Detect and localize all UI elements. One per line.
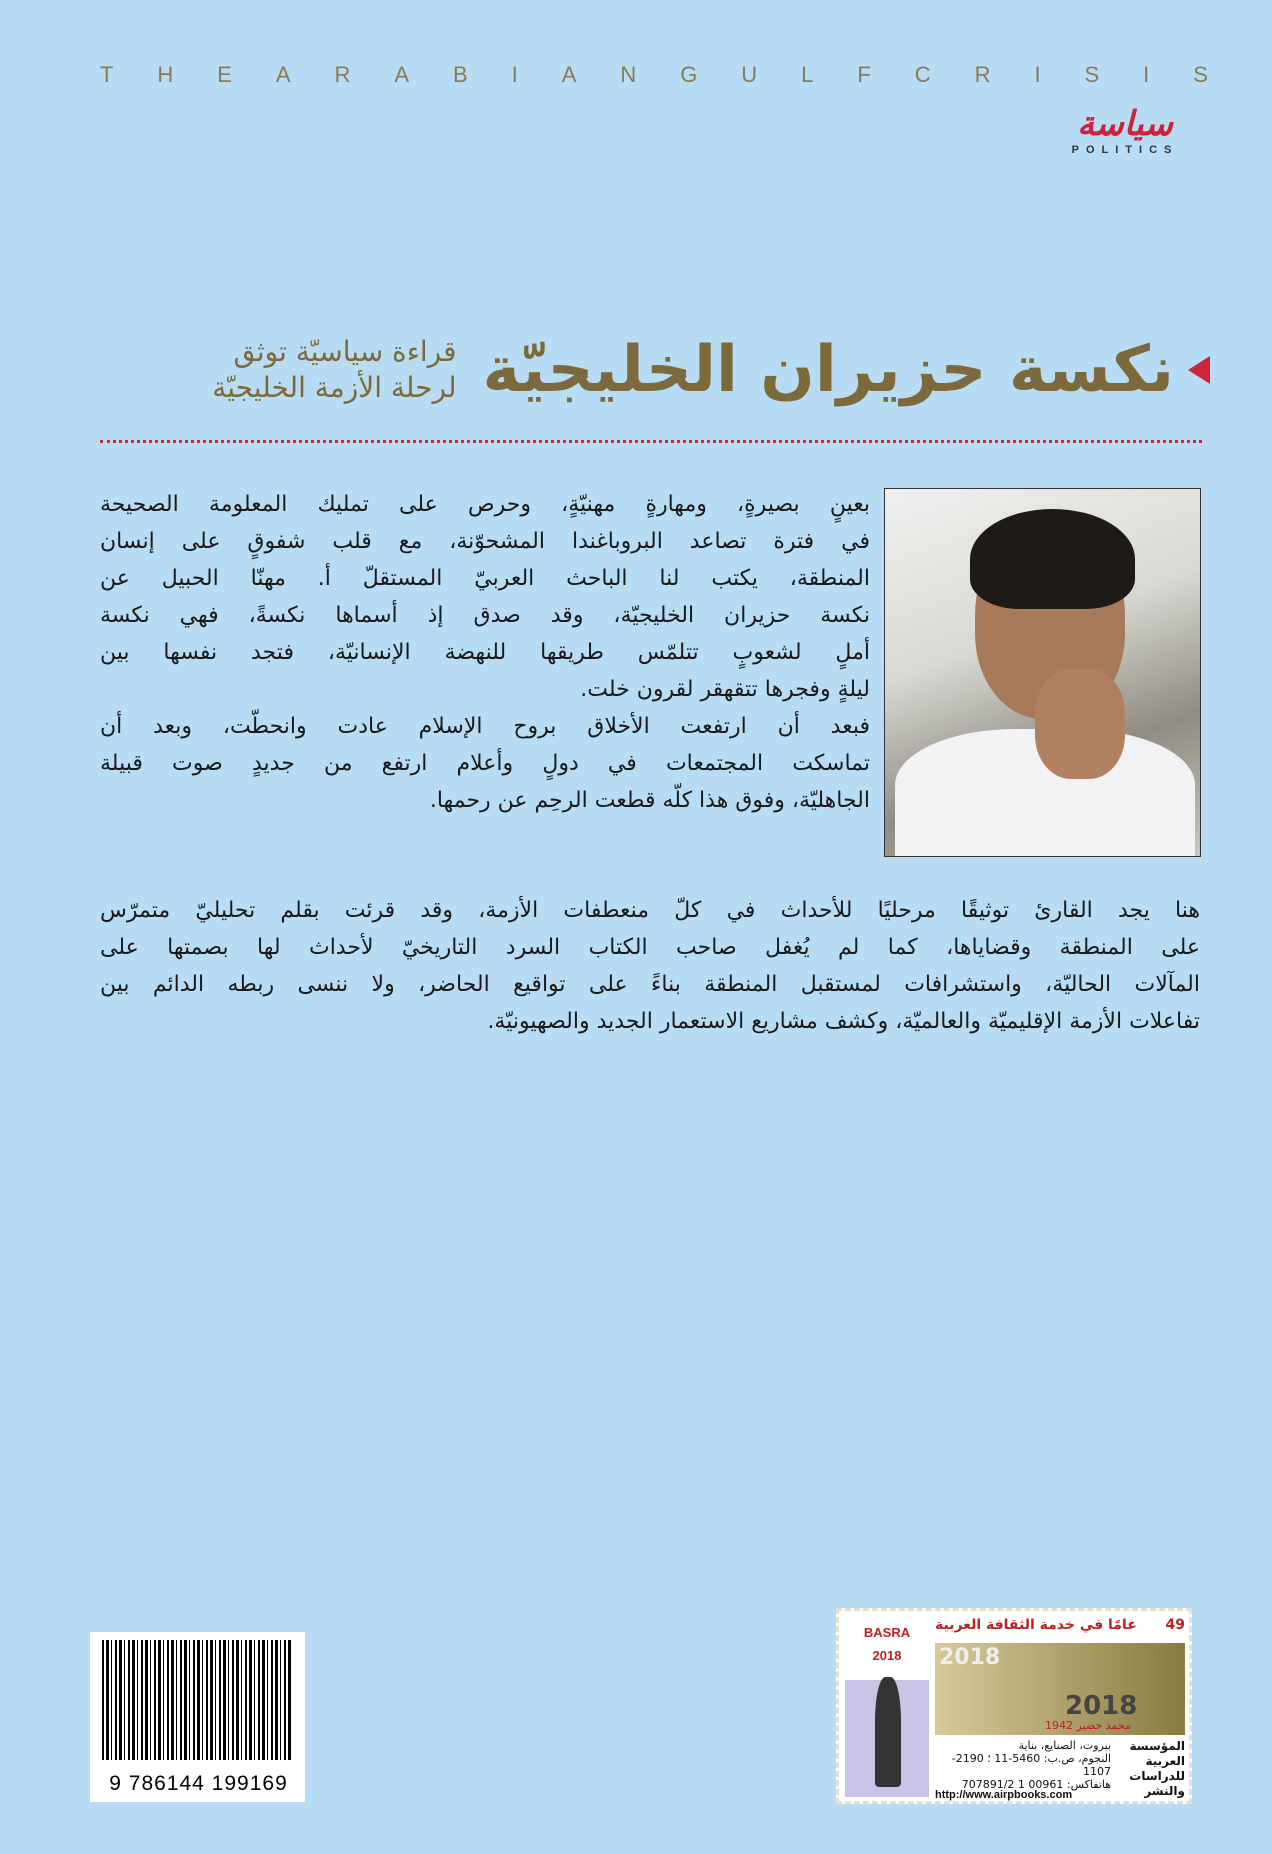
text-line: على المنطقة وقضاياها، كما لم يُغفل صاحب الكتاب السرد التاريخيّ لأحداث لها بصمتها على	[100, 935, 1200, 960]
stamp-year: 2018	[939, 1645, 1001, 1670]
title-block	[100, 320, 1210, 420]
series-letter: S	[1193, 62, 1210, 87]
barcode-bars	[102, 1640, 292, 1760]
series-letter: B	[453, 62, 470, 87]
text-line: الجاهليّة، وفوق هذا كلّه قطعت الرحِم عن رحمها.	[429, 788, 870, 813]
text-line: بعينٍ بصيرةٍ، ومهارةٍ مهنيّةٍ، وحرص على تمليك المعلومة الصحيحة	[100, 492, 870, 517]
stamp-number: 49	[1165, 1617, 1185, 1633]
stamp-address	[935, 1739, 1111, 1791]
series-letter: C	[914, 62, 933, 87]
series-letter: L	[801, 62, 816, 87]
address-line: هاتفاكس: 00961 1 707891/2	[961, 1778, 1111, 1791]
address-line: النجوم، ص.ب: 5460-11 ؛ 2190-1107	[951, 1752, 1111, 1778]
stamp-basra: BASRA	[863, 1625, 911, 1640]
photo-hair	[970, 509, 1135, 609]
series-letter: I	[1143, 62, 1152, 87]
dotted-divider	[100, 440, 1202, 443]
series-title	[100, 62, 1210, 88]
text-line: في فترة تصاعد البروباغندا المشحوّنة، مع قلب شفوقٍ على إنسان	[100, 529, 870, 554]
series-letter: H	[157, 62, 176, 87]
text-line: المآلات الحاليّة، واستشرافات لمستقبل المنطقة بناءً على تواقيع الحاضر، ولا ننسى ربطه الدائم بين	[100, 972, 1200, 997]
stamp-basra-year: 2018	[872, 1648, 902, 1663]
subtitle-line: لرحلة الأزمة الخليجيّة	[212, 371, 457, 404]
blurb-paragraph-2	[100, 892, 1200, 1040]
series-letter: U	[741, 62, 760, 87]
stamp-publisher: المؤسسة العربية للدراسات والنشر	[1129, 1739, 1185, 1798]
address-line: بيروت، الصنايع، بناية	[1018, 1739, 1111, 1752]
text-line: فبعد أن ارتفعت الأخلاق بروح الإسلام عادت وانحطّت، وبعد أن	[100, 714, 870, 739]
text-line: المنطقة، يكتب لنا الباحث العربيّ المستقلّ أ. مهنّا الحبيل عن	[100, 566, 870, 591]
logo-mark: سياسة	[1077, 104, 1173, 144]
triangle-marker-icon	[1188, 356, 1210, 384]
text-line: ليلةٍ وفجرها تتقهقر لقرون خلت.	[580, 677, 870, 702]
series-letter: A	[394, 62, 412, 87]
isbn-number: 9 786144 199169	[109, 1772, 288, 1795]
author-photo	[884, 488, 1201, 857]
series-letter: I	[511, 62, 520, 87]
statue-image	[875, 1677, 901, 1787]
series-letter: T	[100, 62, 116, 87]
publisher-logo	[1040, 104, 1210, 156]
stamp-image	[935, 1643, 1185, 1735]
blurb-paragraph-1	[100, 486, 870, 819]
stamp-person: محمد خضير 1942	[1045, 1719, 1131, 1732]
book-title: نكسة حزيران الخليجيّة	[482, 333, 1174, 407]
series-letter: G	[680, 62, 700, 87]
photo-hand	[1035, 669, 1125, 779]
book-subtitle	[212, 334, 456, 406]
series-letter: F	[857, 62, 873, 87]
series-letter: R	[334, 62, 353, 87]
series-letter: A	[275, 62, 293, 87]
series-letter: N	[620, 62, 639, 87]
series-letter: R	[974, 62, 993, 87]
logo-subtitle: POLITICS	[1071, 144, 1179, 156]
stamp-header	[935, 1617, 1185, 1641]
stamp-basra-panel	[845, 1617, 929, 1797]
isbn-barcode	[90, 1632, 305, 1802]
series-letter: E	[217, 62, 234, 87]
text-line: أملٍ لشعوبٍ تتلمّس طريقها للنهضة الإنسانيّة، فتجد نفسها بين	[100, 640, 870, 665]
stamp-footer	[935, 1739, 1185, 1801]
subtitle-line: قراءة سياسيّة توثق	[233, 335, 457, 368]
text-line: تفاعلات الأزمة الإقليميّة والعالميّة، وكشف مشاريع الاستعمار الجديد والصهيونيّة.	[487, 1009, 1200, 1034]
text-line: تماسكت المجتمعات في دولٍ وأعلام ارتفع من جديدٍ صوت قبيلة	[100, 751, 870, 776]
text-line: هنا يجد القارئ توثيقًا مرحليًا للأحداث في كلّ منعطفات الأزمة، وقد قرئت بقلم تحليليّ متمرّس	[100, 898, 1200, 923]
series-letter: A	[561, 62, 579, 87]
text-line: نكسة حزيران الخليجيّة، وقد صدق إذ أسماها نكسةً، فهي نكسة	[100, 603, 870, 628]
publisher-stamp	[836, 1608, 1192, 1804]
series-letter: I	[1034, 62, 1043, 87]
stamp-url: http://www.airpbooks.com	[935, 1789, 1073, 1801]
series-letter: S	[1084, 62, 1102, 87]
stamp-slogan: عامًا في خدمة الثقافة العربية	[935, 1617, 1137, 1633]
stamp-year-large: 2018	[1065, 1691, 1138, 1721]
